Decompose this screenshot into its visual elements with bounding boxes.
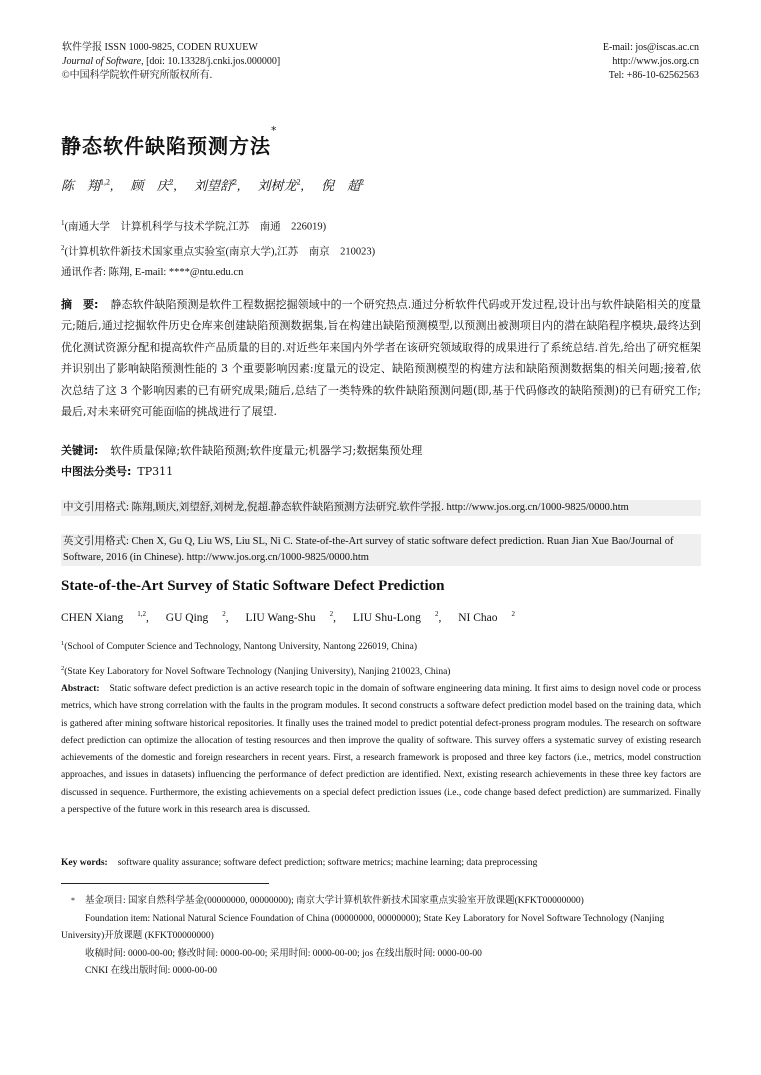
journal-header-right <box>603 41 699 83</box>
corresponding-author: 通讯作者: 陈翔, E-mail: ****@ntu.edu.cn <box>61 267 244 278</box>
title-footnote-mark: * <box>271 124 278 137</box>
en-author: CHEN Xiang $^{1,2}$, <box>61 610 149 624</box>
journal-doi <box>62 55 280 69</box>
cn-author: 刘望舒$^2$, <box>194 177 241 193</box>
journal-tel: Tel: +86-10-62562563 <box>608 70 699 81</box>
journal-email: E-mail: jos@iscas.ac.cn <box>602 42 699 53</box>
footnote-divider <box>61 883 269 884</box>
en-keywords-label: Key words: <box>61 858 108 868</box>
copyright: ©中国科学院软件研究所版权所有. <box>62 70 213 81</box>
en-abstract <box>61 681 701 819</box>
cn-abstract-label: 摘 要: <box>61 298 99 311</box>
cn-author: 刘树龙$^2$, <box>257 177 304 193</box>
en-affiliations <box>61 633 450 683</box>
footnotes <box>61 892 701 981</box>
cn-affiliation: $^2$(计算机软件新技术国家重点实验室(南京大学),江苏 南京 210023) <box>61 243 376 257</box>
en-abstract-label: Abstract: <box>61 684 100 694</box>
citation-cn: 中文引用格式: 陈翔,顾庆,刘望舒,刘树龙,倪超.静态软件缺陷预测方法研究.软件学报. http://www.jos.org.cn/1000-9825/0000.htm <box>61 500 701 516</box>
en-author: NI Chao $^2$ <box>458 610 515 624</box>
doi: , [doi: 10.13328/j.cnki.jos.000000] <box>141 56 281 67</box>
footnote-bullet: * <box>71 896 75 905</box>
en-author: GU Qing $^2$, <box>165 610 229 624</box>
en-abstract-text: Static software defect prediction is an active research topic in the domain of software engineering data mining. It first aims to design novel code or process metrics, which have strong correlation with the faults in the program modules. It second constructs a software defect prediction model based on the training data, which is gathered after mining software historical repositories. It finally uses the trained model to predict potential defect-proness program modules. The research on software defect prediction can optimize the allocation of testing resources and then improve the quality of software. This survey offers a systematic survey of existing research achievements of the domestic and foreign researchers in recent years. First, a research framework is proposed and three key factors (i.e., metrics, model construction approaches, and issues in datasets) influencing the performance of defect prediction are identified. Next, existing research achievements in these three key factors are discussed in sequence. Furthermore, the existing achievements on a special defect prediction issues (i.e., code change based defect prediction) are summarized. Finally a perspective of the future work in this research area is discussed. <box>61 684 701 816</box>
cn-class-value: TP311 <box>137 465 174 478</box>
cn-keywords-label: 关键词: <box>61 444 99 457</box>
cn-classification <box>61 462 173 482</box>
cn-affiliations <box>61 213 375 283</box>
cn-authors <box>61 175 378 194</box>
journal-name: Journal of Software <box>62 56 142 67</box>
footnote-fund-en: Foundation item: National Natural Science Foundation of China (00000000, 00000000); State Key Laboratory for Novel Software Technology (Nanjing University)开放课题 (KFKT00000000) <box>61 913 665 942</box>
footnote-fund-cn: * 基金项目: 国家自然科学基金(00000000, 00000000); 南京大学计算机软件新技术国家重点实验室开放课题(KFKT00000000) <box>61 892 701 911</box>
journal-issn: 软件学报 ISSN 1000-9825, CODEN RUXUEW <box>62 42 258 53</box>
en-title: State-of-the-Art Survey of Static Software Defect Prediction <box>61 578 445 594</box>
cn-author: 陈 翔$^{1,2}$, <box>61 177 114 193</box>
cn-author: 顾 庆$^2$, <box>130 177 177 193</box>
en-affiliation: $^2$(State Key Laboratory for Novel Software Technology (Nanjing University), Nanjing 210023, China) <box>61 665 451 678</box>
journal-header-left <box>62 41 280 83</box>
cn-title <box>61 124 278 159</box>
footnote-dates: 收稿时间: 0000-00-00; 修改时间: 0000-00-00; 采用时间: 0000-00-00; jos 在线出版时间: 0000-00-00 <box>85 948 482 959</box>
cn-keywords-text: 软件质量保障;软件缺陷预测;软件度量元;机器学习;数据集预处理 <box>110 444 423 457</box>
cn-class-label: 中图法分类号: <box>61 465 132 478</box>
en-author: LIU Wang-Shu $^2$, <box>245 610 337 624</box>
en-authors <box>61 610 529 624</box>
en-affiliation: $^1$(School of Computer Science and Technology, Nantong University, Nantong 226019, China) <box>61 640 418 653</box>
cn-author: 倪 超$^2$ <box>321 177 365 193</box>
en-keywords <box>61 855 537 872</box>
cn-affiliation: $^1$(南通大学 计算机科学与技术学院,江苏 南通 226019) <box>61 219 327 233</box>
en-author: LIU Shu-Long $^2$, <box>352 610 442 624</box>
cn-abstract-text: 静态软件缺陷预测是软件工程数据挖掘领域中的一个研究热点.通过分析软件代码或开发过程,设计出与软件缺陷相关的度量元;随后,通过挖掘软件历史仓库来创建缺陷预测数据集,旨在构建出缺陷预测模型,以预测出被测项目内的潜在缺陷程序模块,最终达到优化测试资源分配和提高软件产品质量的目的.对近些年来国内外学者在该研究领域取得的成果进行了系统总结.首先,给出了研究框架并识别出了影响缺陷预测性能的 3 个重要影响因素:度量元的设定、缺陷预测模型的构建方法和缺陷预测数据集的相关问题;接着,依次总结了这 3 个影响因素的已有研究成果;随后,总结了一类特殊的软件缺陷预测问题(即,基于代码修改的缺陷预测)的已有研究工作;最后,对未来研究可能面临的挑战进行了展望. <box>61 298 701 419</box>
footnote-cnki: CNKI 在线出版时间: 0000-00-00 <box>85 966 217 977</box>
citation-en: 英文引用格式: Chen X, Gu Q, Liu WS, Liu SL, Ni C. State-of-the-Art survey of static software defect prediction. Ruan Jian Xue Bao/Journal of Software, 2016 (in Chinese). http://www.jos.org.cn/1000-9825/0000.htm <box>61 534 701 566</box>
cn-title-text: 静态软件缺陷预测方法 <box>61 134 271 158</box>
cn-abstract <box>61 294 701 422</box>
en-keywords-text: software quality assurance; software defect prediction; software metrics; machine learning; data preprocessing <box>117 858 538 868</box>
cn-keywords <box>61 441 422 461</box>
journal-url: http://www.jos.org.cn <box>612 56 699 67</box>
